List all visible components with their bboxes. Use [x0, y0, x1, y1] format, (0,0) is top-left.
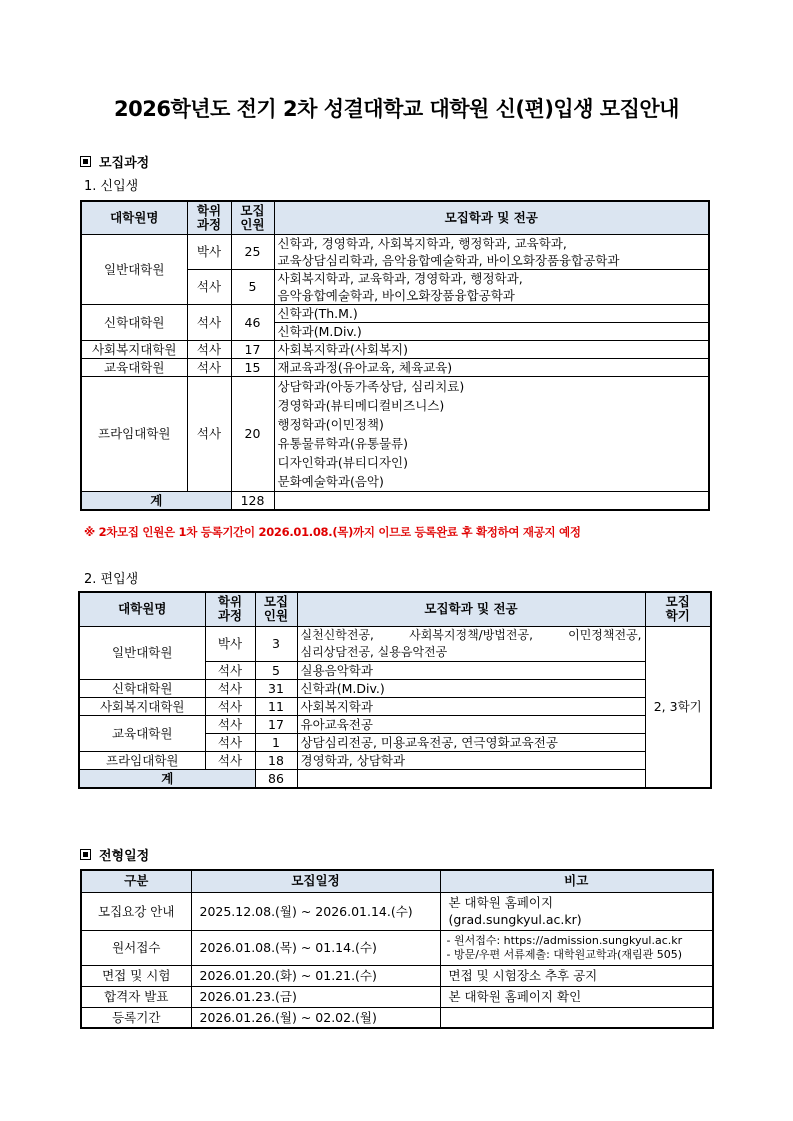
degree-cell: 석사 [205, 697, 255, 715]
table-row [81, 376, 709, 491]
table-row [79, 751, 711, 769]
notice-text: ※ 2차모집 인원은 1차 등록기간이 2026.01.08.(목)까지 이므로 등록완료 후 확정하여 재공지 예정 [84, 525, 581, 539]
table-row [81, 304, 709, 322]
header-note: 비고 [440, 870, 713, 892]
majors-line: 디자인학과(뷰티디자인) [277, 454, 409, 470]
school-cell: 신학대학원 [79, 679, 205, 697]
count-cell: 17 [231, 340, 274, 358]
count-cell: 5 [231, 269, 274, 304]
count-cell: 18 [255, 751, 297, 769]
header-date: 모집일정 [191, 870, 440, 892]
item-cell: 등록기간 [81, 1007, 191, 1028]
total-row [81, 491, 709, 510]
majors-cell: 상담심리전공, 미용교육전공, 연극영화교육전공 [297, 733, 645, 751]
semester-cell: 2, 3학기 [645, 626, 711, 788]
date-cell: 2026.01.20.(화) ~ 01.21.(수) [191, 965, 440, 986]
schedule-table [80, 869, 714, 1029]
date-cell: 2026.01.23.(금) [191, 986, 440, 1007]
header-school: 대학원명 [79, 592, 205, 626]
count-cell: 5 [255, 661, 297, 679]
majors-line: 유통물류학과(유통물류) [277, 435, 409, 451]
majors-line: 문화예술학과(음악) [277, 473, 384, 489]
header-degree: 학위 과정 [187, 201, 231, 234]
table-row [79, 626, 711, 661]
school-cell: 일반대학원 [81, 234, 187, 304]
count-cell: 31 [255, 679, 297, 697]
square-bullet-icon [80, 156, 91, 167]
header-count: 모집 인원 [231, 201, 274, 234]
section-heading-label: 모집과정 [99, 156, 150, 171]
header-majors: 모집학과 및 전공 [297, 592, 645, 626]
total-count: 86 [255, 769, 297, 788]
degree-cell: 박사 [205, 626, 255, 661]
school-cell: 교육대학원 [79, 715, 205, 751]
majors-cell: 신학과(M.Div.) [274, 322, 709, 340]
note-cell [440, 930, 713, 965]
header-count: 모집 인원 [255, 592, 297, 626]
majors-cell: 신학과(Th.M.) [274, 304, 709, 322]
majors-cell: 사회복지학과(사회복지) [274, 340, 709, 358]
section-heading-schedule [80, 845, 149, 864]
note-cell: 본 대학원 홈페이지 확인 [440, 986, 713, 1007]
item-cell: 면접 및 시험 [81, 965, 191, 986]
majors-cell: 재교육과정(유아교육, 체육교육) [274, 358, 709, 376]
count-cell: 20 [231, 376, 274, 491]
count-cell: 15 [231, 358, 274, 376]
degree-cell: 석사 [205, 733, 255, 751]
note-cell [440, 1007, 713, 1028]
date-cell: 2026.01.08.(목) ~ 01.14.(수) [191, 930, 440, 965]
majors-cell: 유아교육전공 [297, 715, 645, 733]
degree-cell: 석사 [187, 340, 231, 358]
count-cell: 17 [255, 715, 297, 733]
note-line: - 방문/우편 서류제출: 대학원교학과(재림관 505) [446, 947, 683, 961]
table-row [81, 892, 713, 930]
item-cell: 원서접수 [81, 930, 191, 965]
table-row [81, 358, 709, 376]
majors-cell: 실용음악학과 [297, 661, 645, 679]
degree-cell: 석사 [205, 715, 255, 733]
total-label: 계 [81, 491, 231, 510]
majors-line: 실천신학전공, 사회복지정책/방법전공, 이민정책전공, [300, 627, 642, 642]
count-cell: 25 [231, 234, 274, 269]
header-semester: 모집 학기 [645, 592, 711, 626]
majors-cell: 사회복지학과 [297, 697, 645, 715]
majors-cell: 경영학과, 상담학과 [297, 751, 645, 769]
table-row [81, 340, 709, 358]
majors-line: 음악융합예술학과, 바이오화장품융합공학과 [277, 287, 515, 303]
header-degree: 학위 과정 [205, 592, 255, 626]
degree-cell: 석사 [187, 304, 231, 340]
note-cell: 면접 및 시험장소 추후 공지 [440, 965, 713, 986]
header-school: 대학원명 [81, 201, 187, 234]
degree-cell: 석사 [205, 661, 255, 679]
header-majors: 모집학과 및 전공 [274, 201, 709, 234]
majors-cell: 신학과(M.Div.) [297, 679, 645, 697]
majors-line: 경영학과(뷰티메디컬비즈니스) [277, 397, 445, 413]
new-student-table [80, 200, 710, 511]
majors-line: 상담학과(아동가족상담, 심리치료) [277, 378, 465, 394]
degree-cell: 석사 [187, 376, 231, 491]
count-cell: 3 [255, 626, 297, 661]
total-label: 계 [79, 769, 255, 788]
subheading-transfer-students: 2. 편입생 [84, 572, 139, 587]
note-line: 본 대학원 홈페이지 [448, 895, 554, 910]
item-cell: 합격자 발표 [81, 986, 191, 1007]
date-cell: 2025.12.08.(월) ~ 2026.01.14.(수) [191, 892, 440, 930]
majors-cell [274, 234, 709, 269]
table-row [81, 1007, 713, 1028]
degree-cell: 석사 [187, 269, 231, 304]
school-cell: 교육대학원 [81, 358, 187, 376]
count-cell: 1 [255, 733, 297, 751]
note-line: - 원서접수: https://admission.sungkyul.ac.kr [446, 933, 683, 947]
page-title: 2026학년도 전기 2차 성결대학교 대학원 신(편)입생 모집안내 [114, 97, 679, 121]
section-heading-recruitment [80, 152, 149, 171]
total-empty-cell [274, 491, 709, 510]
total-empty-cell [297, 769, 645, 788]
school-cell: 프라임대학원 [79, 751, 205, 769]
table-row [81, 930, 713, 965]
note-cell [440, 892, 713, 930]
count-cell: 11 [255, 697, 297, 715]
degree-cell: 석사 [205, 751, 255, 769]
item-cell: 모집요강 안내 [81, 892, 191, 930]
table-row [81, 965, 713, 986]
majors-cell [297, 626, 645, 661]
majors-cell [274, 376, 709, 491]
majors-line: 교육상담심리학과, 음악융합예술학과, 바이오화장품융합공학과 [277, 252, 620, 268]
square-bullet-icon [80, 849, 91, 860]
subheading-new-students: 1. 신입생 [84, 179, 139, 194]
table-row [81, 234, 709, 269]
majors-line: 신학과, 경영학과, 사회복지학과, 행정학과, 교육학과, [277, 235, 567, 251]
section-heading-label: 전형일정 [99, 849, 150, 864]
total-row [79, 769, 711, 788]
table-row [79, 679, 711, 697]
degree-cell: 석사 [187, 358, 231, 376]
count-cell: 46 [231, 304, 274, 340]
majors-cell [274, 269, 709, 304]
degree-cell: 석사 [205, 679, 255, 697]
school-cell: 신학대학원 [81, 304, 187, 340]
school-cell: 사회복지대학원 [79, 697, 205, 715]
header-item: 구분 [81, 870, 191, 892]
table-row [81, 986, 713, 1007]
note-line: (grad.sungkyul.ac.kr) [448, 912, 582, 927]
majors-line: 행정학과(이민정책) [277, 416, 384, 432]
table-row [79, 697, 711, 715]
majors-line: 심리상담전공, 실용음악전공 [300, 644, 448, 659]
school-cell: 일반대학원 [79, 626, 205, 679]
majors-line: 사회복지학과, 교육학과, 경영학과, 행정학과, [277, 270, 523, 286]
total-count: 128 [231, 491, 274, 510]
transfer-student-table [78, 591, 712, 789]
school-cell: 사회복지대학원 [81, 340, 187, 358]
date-cell: 2026.01.26.(월) ~ 02.02.(월) [191, 1007, 440, 1028]
table-row [79, 715, 711, 733]
degree-cell: 박사 [187, 234, 231, 269]
school-cell: 프라임대학원 [81, 376, 187, 491]
